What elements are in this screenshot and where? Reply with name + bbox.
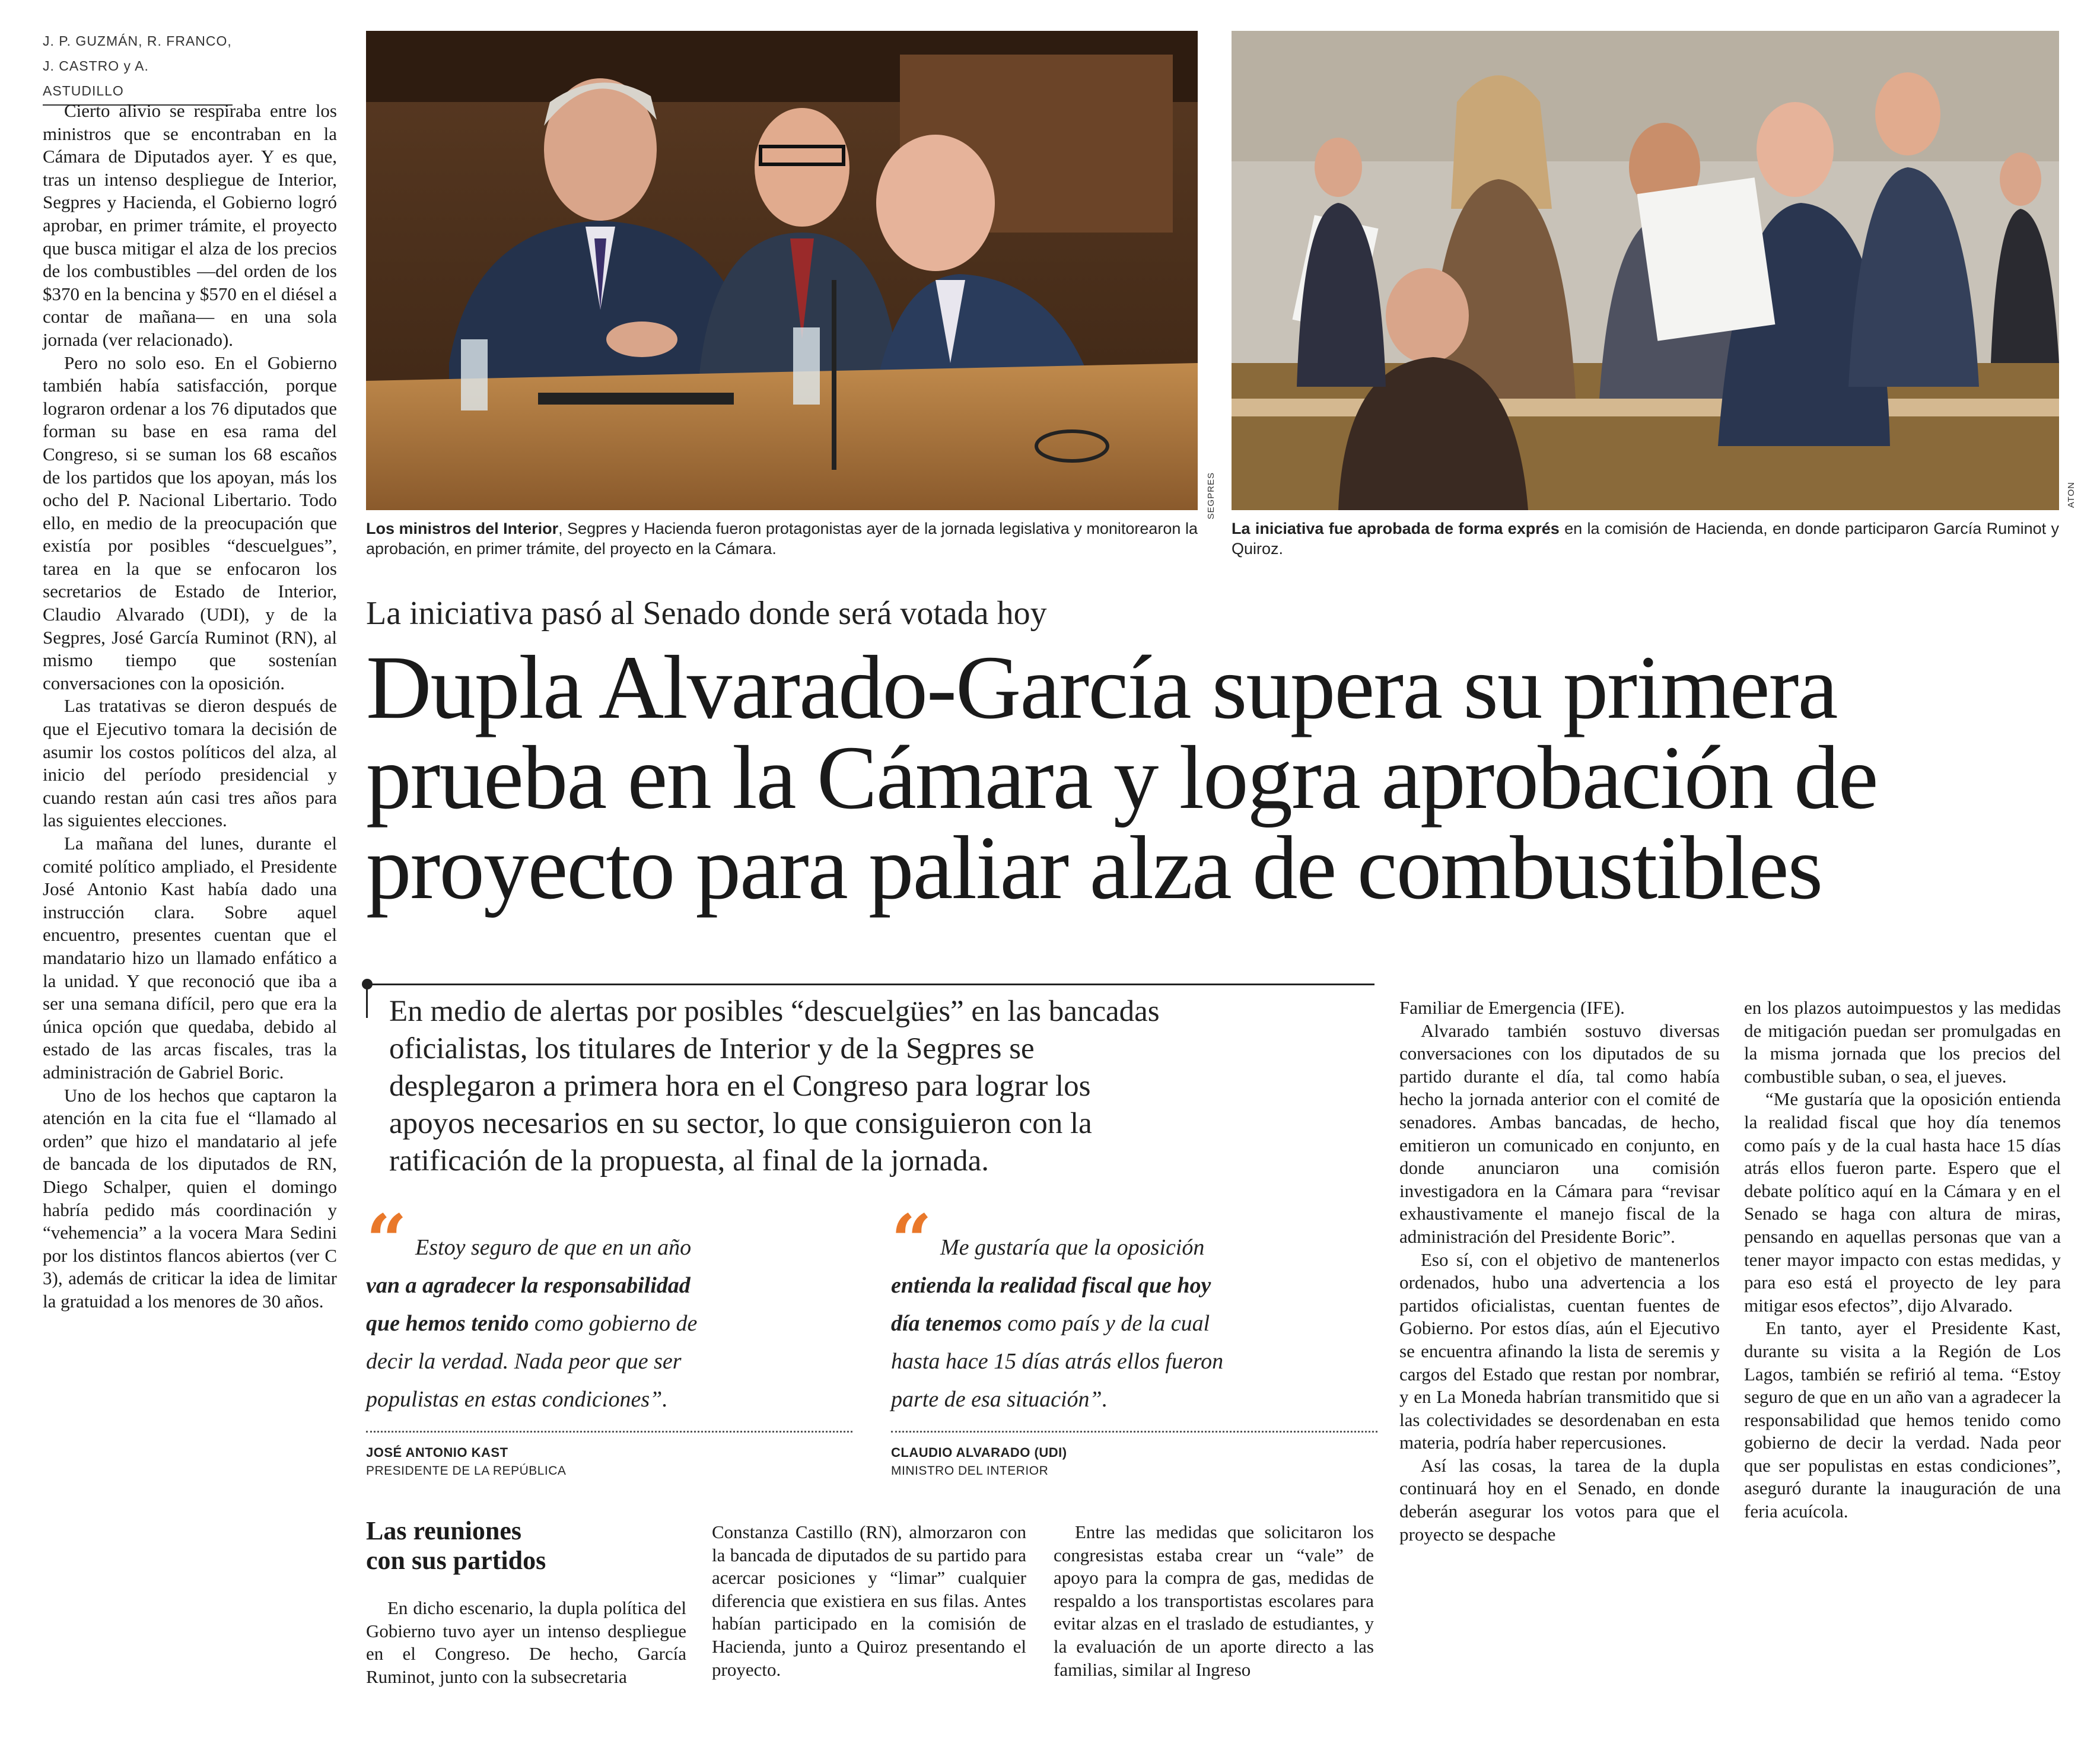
body-paragraph: “Me gustaría que la oposición entienda la realidad fiscal que hoy día tenemos como país y de la cual hasta hace 15 días atrás ellos fueron parte. Espero que el debate político aquí en la Cámara y en el Senado se haga con altura de miras, pensando en aquellas personas que van a tener mayor impacto con estas medidas, y para eso está el proyecto de ley para mitigar esos efectos”, dijo Alvarado. bbox=[1744, 1089, 2061, 1316]
quote-line: como país y de la cual bbox=[1001, 1311, 1210, 1336]
body-paragraph: Familiar de Emergencia (IFE). bbox=[1399, 997, 1625, 1018]
body-paragraph: Uno de los hechos que captaron la atención en la cita fue el “llamado al orden” que hizo el mandatario al jefe de bancada de los diputados de RN, Diego Schalper, quien el domingo habría pedido más coordinación y “vehemencia” a la vocera Mara Sedini por los distintos flancos abiertos (ver C 3), además de criticar la idea de limitar la gratuidad a los menores de 30 años. bbox=[43, 1084, 337, 1312]
quote-attribution-name: CLAUDIO ALVARADO (UDI) bbox=[891, 1445, 1067, 1460]
lead-line: ratificación de la propuesta, al final de la jornada. bbox=[389, 1144, 989, 1177]
caption-bold: Los ministros del Interior bbox=[366, 520, 559, 537]
quote-mark-icon: “ bbox=[366, 1199, 408, 1282]
quote-line: Estoy seguro de que en un año bbox=[415, 1235, 692, 1260]
body-paragraph: Pero no solo eso. En el Gobierno también había satisfacción, porque lograron ordenar a los 76 diputados que forman su base en esa rama del Congreso, si se suman los 68 escaños de los partidos que los apoyan, más los ocho del P. Nacional Libertario. Todo ello, en medio de la preocupación que existía por posibles “descuelgues”, tarea en la que se enfocaron los secretarios de Estado de Interior, Claudio Alvarado (UDI), y de la Segpres, José García Ruminot (RN), al mismo tiempo que sostenían conversaciones con la oposición. bbox=[43, 352, 337, 693]
column-4 bbox=[1399, 997, 1720, 1546]
quote-line-bold: día tenemos bbox=[891, 1311, 1002, 1336]
quote-line: Me gustaría que la oposición bbox=[940, 1235, 1205, 1260]
quote-attribution-role: PRESIDENTE DE LA REPÚBLICA bbox=[366, 1464, 567, 1478]
byline bbox=[43, 28, 233, 106]
section-subhead bbox=[366, 1516, 698, 1576]
section-column-1 bbox=[366, 1597, 686, 1688]
quote-line: como gobierno de bbox=[529, 1311, 698, 1336]
subhead-line: con sus partidos bbox=[366, 1546, 546, 1575]
body-paragraph: En dicho escenario, la dupla política del Gobierno tuvo ayer un intenso despliegue en el Congreso. De hecho, García Ruminot, junto con la subsecretaria bbox=[366, 1597, 686, 1687]
pull-quote-alvarado bbox=[891, 1199, 1383, 1418]
quote-attribution-name: JOSÉ ANTONIO KAST bbox=[366, 1445, 508, 1460]
photo-credit: SEGPRES bbox=[1206, 472, 1216, 520]
photo-ministers bbox=[366, 31, 1198, 510]
body-paragraph: Entre las medidas que solicitaron los congresistas estaba crear un “vale” de apoyo para la compra de gas, medidas de respaldo a los transportistas escolares para evitar alzas en el traslado de estudiantes, y la evaluación de un aporte directo a las familias, similar al Ingreso bbox=[1054, 1522, 1374, 1680]
caption-committee bbox=[1232, 518, 2059, 559]
headline-line: Dupla Alvarado-García supera su primera bbox=[366, 638, 1837, 738]
caption-text: , Segpres y Hacienda fueron protagonistas ayer de la jornada legislativa y monitorearon la aprobación, en primer trámite, del proyecto en la Cámara. bbox=[366, 520, 1198, 558]
quote-attribution-role: MINISTRO DEL INTERIOR bbox=[891, 1464, 1049, 1478]
quote-line: decir la verdad. Nada peor que ser bbox=[366, 1349, 682, 1374]
body-paragraph: Las tratativas se dieron después de que el Ejecutivo tomara la decisión de asumir los costos políticos del alza, al inicio del período presidencial y cuando restan aún casi tres años para las siguientes elecciones. bbox=[43, 695, 337, 831]
kicker: La iniciativa pasó al Senado donde será votada hoy bbox=[366, 595, 1047, 632]
body-paragraph: Constanza Castillo (RN), almorzaron con la bancada de diputados de su partido para acercar posiciones y “limar” cualquier diferencia que existiera en sus filas. Antes habían participado en la comisión de Hacienda, junto a Quiroz presentando el proyecto. bbox=[712, 1522, 1026, 1680]
body-paragraph: Cierto alivio se respiraba entre los ministros que se encontraban en la Cámara de Diputados ayer. Y es que, tras un intenso despliegue de Interior, Segpres y Hacienda, el Gobierno logró aprobar, en primer trámite, el proyecto que busca mitigar el alza de los precios de los combustibles —del orden de los $370 en la bencina y $570 en el diésel a contar de mañana— en una sola jornada (ver relacionado). bbox=[43, 100, 337, 350]
quote-line-bold: que hemos tenido bbox=[366, 1311, 529, 1336]
quote-divider bbox=[366, 1431, 852, 1433]
body-paragraph: La mañana del lunes, durante el comité político ampliado, el Presidente José Antonio Kast había dado una instrucción clara. Sobre aquel encuentro, presentes cuentan que el mandatario hizo un llamado enfático a la unidad. Y que reconoció que iba a ser una semana difícil, pero que era la única opción que quedaba, debido al estado de las arcas fiscales, tras la administración de Gabriel Boric. bbox=[43, 833, 337, 1083]
lead-line: En medio de alertas por posibles “descuelgües” en las bancadas bbox=[389, 995, 1160, 1028]
headline bbox=[366, 638, 2086, 918]
lead bbox=[389, 993, 1386, 1180]
section-column-2 bbox=[712, 1521, 1026, 1681]
photo-committee-illustration bbox=[1232, 31, 2059, 510]
body-paragraph: En tanto, ayer el Presidente Kast, durante su visita a la Región de Los Lagos, también se refirió al tema. “Estoy seguro de que en un año van a agradecer la responsabilidad que hemos tenido como gobierno de decir la verdad. Nada peor que ser populistas en estas condiciones”, aseguró durante la inauguración de una feria acuícola. bbox=[1744, 1317, 2061, 1522]
photo-committee bbox=[1232, 31, 2059, 510]
lead-line: apoyos necesarios en su sector, lo que consiguieron con la bbox=[389, 1107, 1092, 1140]
subhead-line: Las reuniones bbox=[366, 1516, 522, 1545]
headline-line: proyecto para paliar alza de combustibles bbox=[366, 818, 1822, 918]
quote-line: parte de esa situación”. bbox=[891, 1387, 1108, 1412]
caption-bold: La iniciativa fue aprobada de forma exprés bbox=[1232, 520, 1560, 537]
section-column-3 bbox=[1054, 1521, 1374, 1681]
byline-authors-1: J. P. GUZMÁN, R. FRANCO, bbox=[43, 33, 232, 49]
column-5 bbox=[1744, 997, 2061, 1523]
left-column bbox=[43, 100, 337, 1313]
quote-line-bold: van a agradecer la responsabilidad bbox=[366, 1273, 691, 1298]
quote-line-bold: entienda la realidad fiscal que hoy bbox=[891, 1273, 1211, 1298]
quote-line: populistas en estas condiciones”. bbox=[366, 1387, 668, 1412]
body-paragraph: Eso sí, con el objetivo de mantenerlos ordenados, hubo una advertencia a los partidos oficialistas, cuentan fuentes de Gobierno. Por estos días, aún el Ejecutivo se encuentra afinando la lista de seremis y cargos del Estado que restan por nombrar, y en La Moneda habrían transmitido que si las colectividades se desordenaban en esta materia, podría haber repercusiones. bbox=[1399, 1249, 1720, 1453]
divider-rule bbox=[366, 984, 1374, 985]
lead-line: oficialistas, los titulares de Interior y de la Segpres se bbox=[389, 1032, 1035, 1065]
photo-credit: ATON bbox=[2066, 482, 2076, 508]
body-paragraph: Así las cosas, la tarea de la dupla continuará hoy en el Senado, en donde deberán asegurar los votos para que el proyecto se despache bbox=[1399, 1455, 1720, 1545]
byline-authors-2: J. CASTRO y A. ASTUDILLO bbox=[43, 53, 233, 106]
body-paragraph: en los plazos autoimpuestos y las medidas de mitigación puedan ser promulgadas en la misma jornada que los precios del combustible suban, o sea, el jueves. bbox=[1744, 997, 2061, 1087]
quote-line: hasta hace 15 días atrás ellos fueron bbox=[891, 1349, 1224, 1374]
lead-rule bbox=[366, 984, 368, 1018]
caption-ministers bbox=[366, 518, 1198, 559]
body-paragraph: Alvarado también sostuvo diversas conversaciones con los diputados de su partido durante el día, tal como había hecho la jornada anterior con el comité de senadores. Ambas bancadas, de hecho, emitieron un comunicado en conjunto, en donde anunciaron una comisión investigadora en la Cámara para “revisar exhaustivamente el manejo fiscal de la administración del Presidente Boric”. bbox=[1399, 1020, 1720, 1247]
pull-quote-kast bbox=[366, 1199, 858, 1418]
caption-text: en la comisión de Hacienda, en donde participaron García Ruminot y Quiroz. bbox=[1232, 520, 2059, 558]
headline-line: prueba en la Cámara y logra aprobación de bbox=[366, 728, 1878, 828]
lead-line: desplegaron a primera hora en el Congreso para lograr los bbox=[389, 1070, 1091, 1103]
quote-mark-icon: “ bbox=[891, 1199, 933, 1282]
photo-ministers-illustration bbox=[366, 31, 1198, 510]
quote-divider bbox=[891, 1431, 1377, 1433]
